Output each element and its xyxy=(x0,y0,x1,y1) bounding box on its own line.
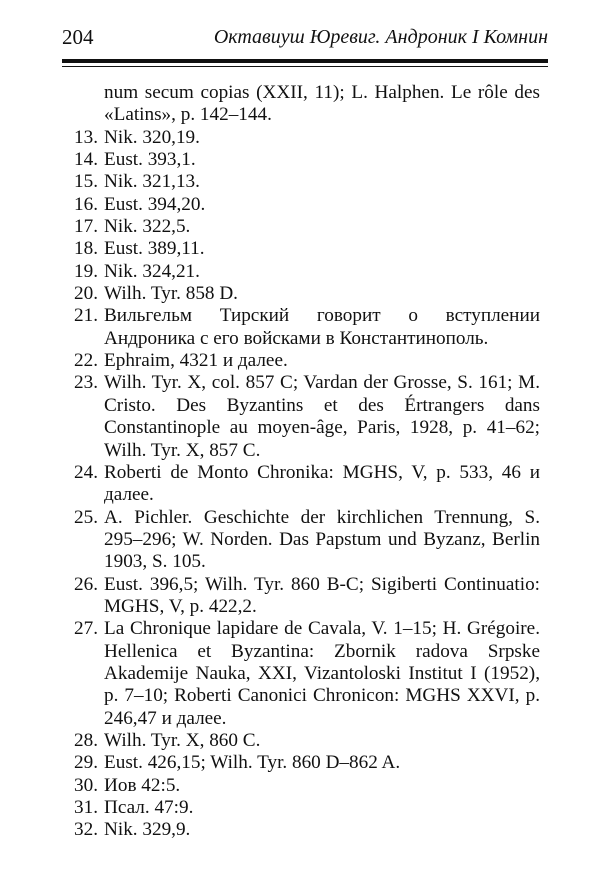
note-item xyxy=(64,283,540,305)
note-number: 17. xyxy=(74,216,98,238)
note-item xyxy=(64,149,540,171)
note-number: 13. xyxy=(74,126,98,148)
note-item xyxy=(64,350,540,372)
page-header xyxy=(62,22,548,52)
note-text: Nik. 321,13. xyxy=(104,171,200,193)
note-text: Wilh. Tyr. 858 D. xyxy=(104,283,238,305)
note-item xyxy=(64,797,540,819)
note-item xyxy=(64,775,540,797)
note-number: 15. xyxy=(74,171,98,193)
note-item xyxy=(64,261,540,283)
note-item xyxy=(64,305,540,350)
note-item xyxy=(64,171,540,193)
note-text: Eust. 394,20. xyxy=(104,193,206,215)
note-text: Eust. 426,15; Wilh. Tyr. 860 D–862 A. xyxy=(104,752,401,774)
note-number: 16. xyxy=(74,193,98,215)
note-item xyxy=(64,819,540,841)
note-item xyxy=(64,372,540,461)
note-item xyxy=(64,127,540,149)
note-number: 28. xyxy=(74,729,98,751)
note-number: 25. xyxy=(74,506,98,528)
note-item xyxy=(64,216,540,238)
note-continuation xyxy=(64,82,540,127)
header-rule-thin xyxy=(62,66,548,67)
note-number: 23. xyxy=(74,372,98,394)
note-text: Иов 42:5. xyxy=(104,774,181,796)
note-item xyxy=(64,574,540,619)
note-text: Roberti de Monto Chronika: MGHS, V, p. 533, 46 и далее. xyxy=(104,461,540,506)
running-title: Октавиуш Юревиг. Андроник I Комнин xyxy=(213,26,548,48)
note-number: 32. xyxy=(74,819,98,841)
header-rule-thick xyxy=(62,59,548,63)
note-number: 30. xyxy=(74,774,98,796)
note-text: Eust. 389,11. xyxy=(104,238,205,260)
note-number: 26. xyxy=(74,573,98,595)
note-number: 29. xyxy=(74,752,98,774)
note-text: Nik. 329,9. xyxy=(104,819,191,841)
note-number: 31. xyxy=(74,797,98,818)
note-item xyxy=(64,194,540,216)
note-number: 18. xyxy=(74,238,98,260)
note-text: Eust. 396,5; Wilh. Tyr. 860 B-C; Sigiberti Continuatio: MGHS, V, p. 422,2. xyxy=(104,573,540,617)
note-item xyxy=(64,462,540,507)
note-text: Ephraim, 4321 и далее. xyxy=(104,350,288,372)
note-item xyxy=(64,618,540,730)
note-text: Nik. 324,21. xyxy=(104,260,200,282)
note-text: Nik. 322,5. xyxy=(104,216,191,238)
note-number: 21. xyxy=(74,305,98,327)
note-item xyxy=(64,238,540,260)
note-number: 19. xyxy=(74,260,98,282)
endnotes-list xyxy=(64,82,540,842)
page-number: 204 xyxy=(62,25,94,49)
note-item xyxy=(64,730,540,752)
note-item xyxy=(64,507,540,574)
note-text: A. Pichler. Geschichte der kirchlichen Trennung, S. 295–296; W. Norden. Das Papstum und Byzanz, Berlin 1903, S. 105. xyxy=(104,506,540,573)
note-text: Nik. 320,19. xyxy=(104,126,200,148)
note-text: num secum copias (XXII, 11); L. Halphen. Le rôle des «Latins», p. 142–144. xyxy=(104,82,540,126)
note-number: 27. xyxy=(74,618,98,640)
note-text: Вильгельм Тирский говорит о вступлении Андроника с его войсками в Константинополь. xyxy=(104,305,540,349)
note-number: 24. xyxy=(74,461,98,483)
note-number: 20. xyxy=(74,283,98,305)
note-text: Псал. 47:9. xyxy=(104,797,194,818)
note-item xyxy=(64,752,540,774)
note-number: 22. xyxy=(74,350,98,372)
note-text: La Chronique lapidare de Cavala, V. 1–15; H. Grégoire. Hellenica et Byzantina: Zbornik radova Srpske Akademije Nauka, XXI, Vizantoloski Institut I (1952), p. 7–10; Roberti Canonici Chronicon: MGHS XXVI, p. 246,47 и далее. xyxy=(104,618,540,729)
note-number: 14. xyxy=(74,149,98,171)
note-text: Wilh. Tyr. X, 860 C. xyxy=(104,729,261,751)
note-text: Wilh. Tyr. X, col. 857 C; Vardan der Grosse, S. 161; M. Cristo. Des Byzantins et des Értrangers dans Constantinople au moyen-âge, Paris, 1928, p. 41–62; Wilh. Tyr. X, 857 C. xyxy=(104,372,540,461)
note-text: Eust. 393,1. xyxy=(104,149,196,171)
